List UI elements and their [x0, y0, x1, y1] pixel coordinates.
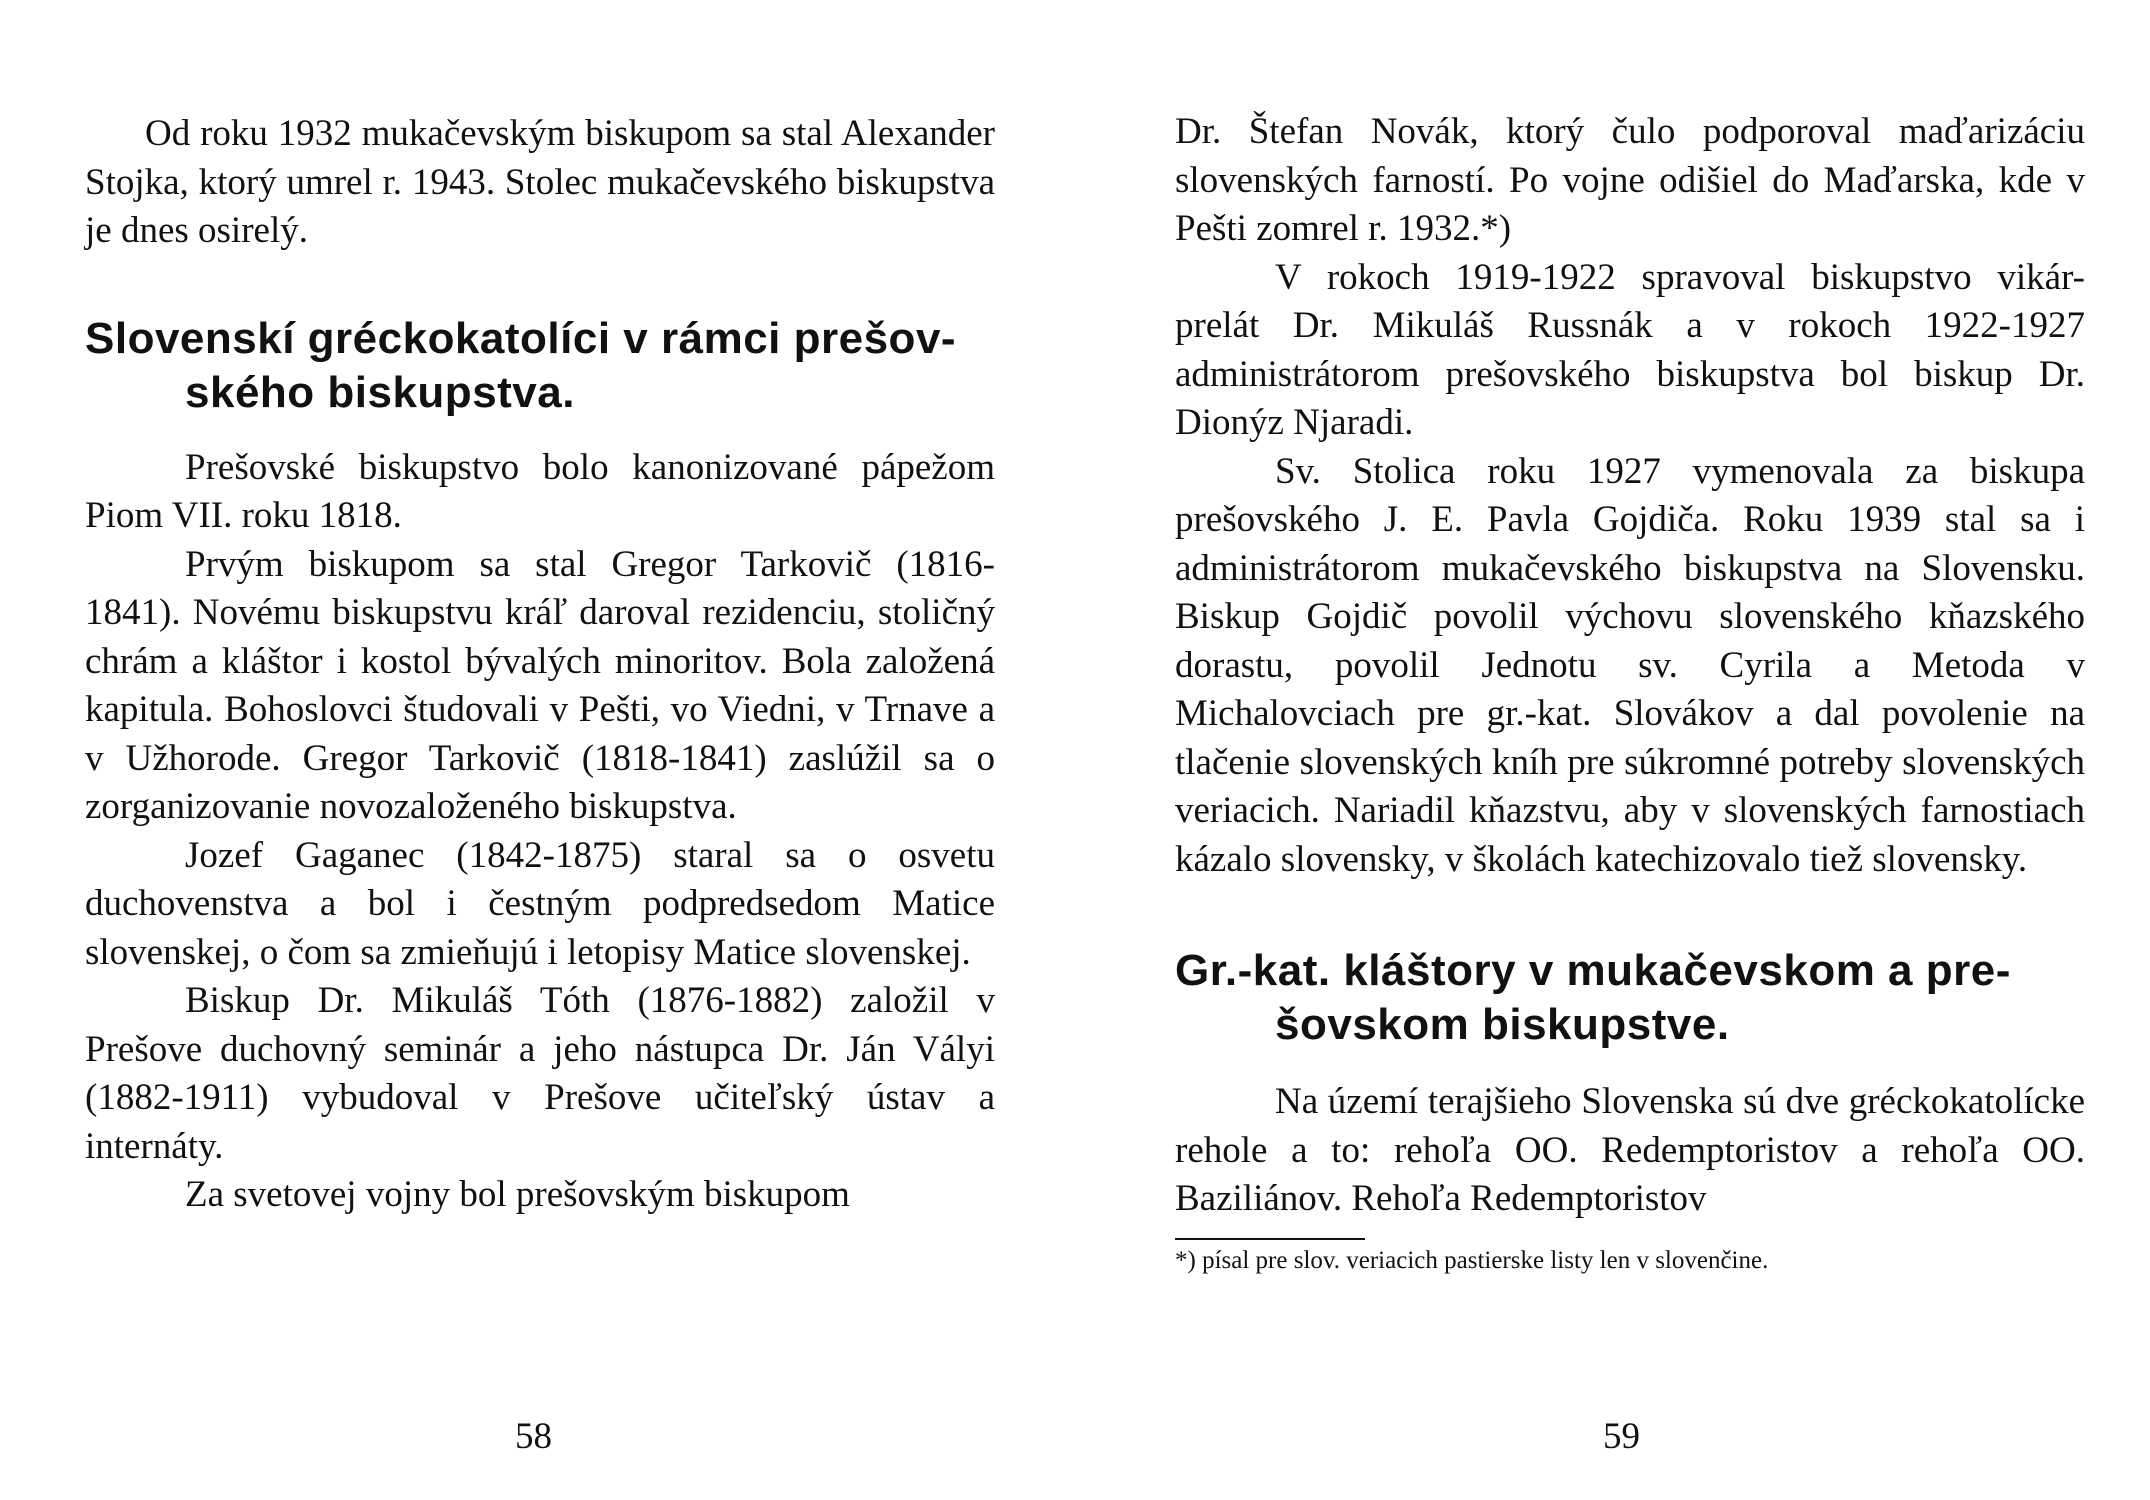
right-page-body — [1175, 108, 2085, 1278]
footnote: *) písal pre slov. veriacich pastierske listy len v slovenčine. — [1175, 1246, 1769, 1274]
paragraph: Biskup Dr. Mikuláš Tóth (1876-1882) založil v Prešove duchovný seminár a jeho nástupca Dr. Ján Vályi (1882-1911) vybudoval v Prešove učiteľský ústav a internáty. — [85, 980, 995, 1167]
paragraph: Prvým biskupom sa stal Gregor Tarkovič (1816-1841). Novému biskupstvu kráľ daroval rezidenciu, stoličný chrám a kláštor i kostol bývalých minoritov. Bola založená kapitula. Bohoslovci študovali v Pešti, vo Viedni, v Trnave a v Užhorode. Gregor Tarkovič (1818-1841) zaslúžil sa o zorganizovanie novozaloženého biskupstva. — [85, 543, 995, 827]
page-number: 58 — [515, 1416, 552, 1457]
paragraph: Dr. Štefan Novák, ktorý čulo podporoval maďarizáciu slovenských farností. Po vojne odišiel do Maďarska, kde v Pešti zomrel r. 1932.*) — [1175, 111, 2085, 249]
paragraph: Prešovské biskupstvo bolo kanonizované pápežom Piom VII. roku 1818. — [85, 446, 995, 536]
paragraph: Na území terajšieho Slovenska sú dve gréckokatolícke rehole a to: rehoľa OO. Redemptoristov a rehoľa OO. Baziliánov. Rehoľa Redemptoristov — [1175, 1081, 2085, 1219]
left-page-body — [85, 110, 995, 1220]
page-number: 59 — [1603, 1416, 1640, 1457]
paragraph: Jozef Gaganec (1842-1875) staral sa o osvetu duchovenstva a bol i čestným podpredsedom Matice slovenskej, o čom sa zmieňujú i letopisy Matice slovenskej. — [85, 834, 995, 973]
intro-paragraph: Od roku 1932 mukačevským biskupom sa stal Alexander Stojka, ktorý umrel r. 1943. Stolec mukačevského biskupstva je dnes osirelý. — [85, 113, 995, 251]
section-heading: Slovenskí gréckokatolíci v rámci prešovského biskupstva. — [85, 313, 956, 417]
section-heading: Gr.-kat. kláštory v mukačevskom a prešovskom biskupstve. — [1175, 946, 2011, 1049]
paragraph: V rokoch 1919-1922 spravoval biskupstvo vikár-prelát Dr. Mikuláš Russnák a v rokoch 1922-1927 administrátorom prešovského biskupstva bol biskup Dr. Dionýz Njaradi. — [1175, 256, 2085, 443]
right-page — [1075, 0, 2150, 1500]
paragraph: Za svetovej vojny bol prešovským biskupom — [185, 1174, 850, 1215]
footnote-divider — [1175, 1238, 1365, 1240]
paragraph: Sv. Stolica roku 1927 vymenovala za biskupa prešovského J. E. Pavla Gojdiča. Roku 1939 stal sa i administrátorom mukačevského biskupstva na Slovensku. Biskup Gojdič povolil výchovu slovenského kňazského dorastu, povolil Jednotu sv. Cyrila a Metoda v Michalovciach pre gr.-kat. Slovákov a dal povolenie na tlačenie slovenských kníh pre súkromné potreby slovenských veriacich. Nariadil kňazstvu, aby v slovenských farnostiach kázalo slovensky, v školách katechizovalo tiež slovensky. — [1175, 450, 2085, 880]
